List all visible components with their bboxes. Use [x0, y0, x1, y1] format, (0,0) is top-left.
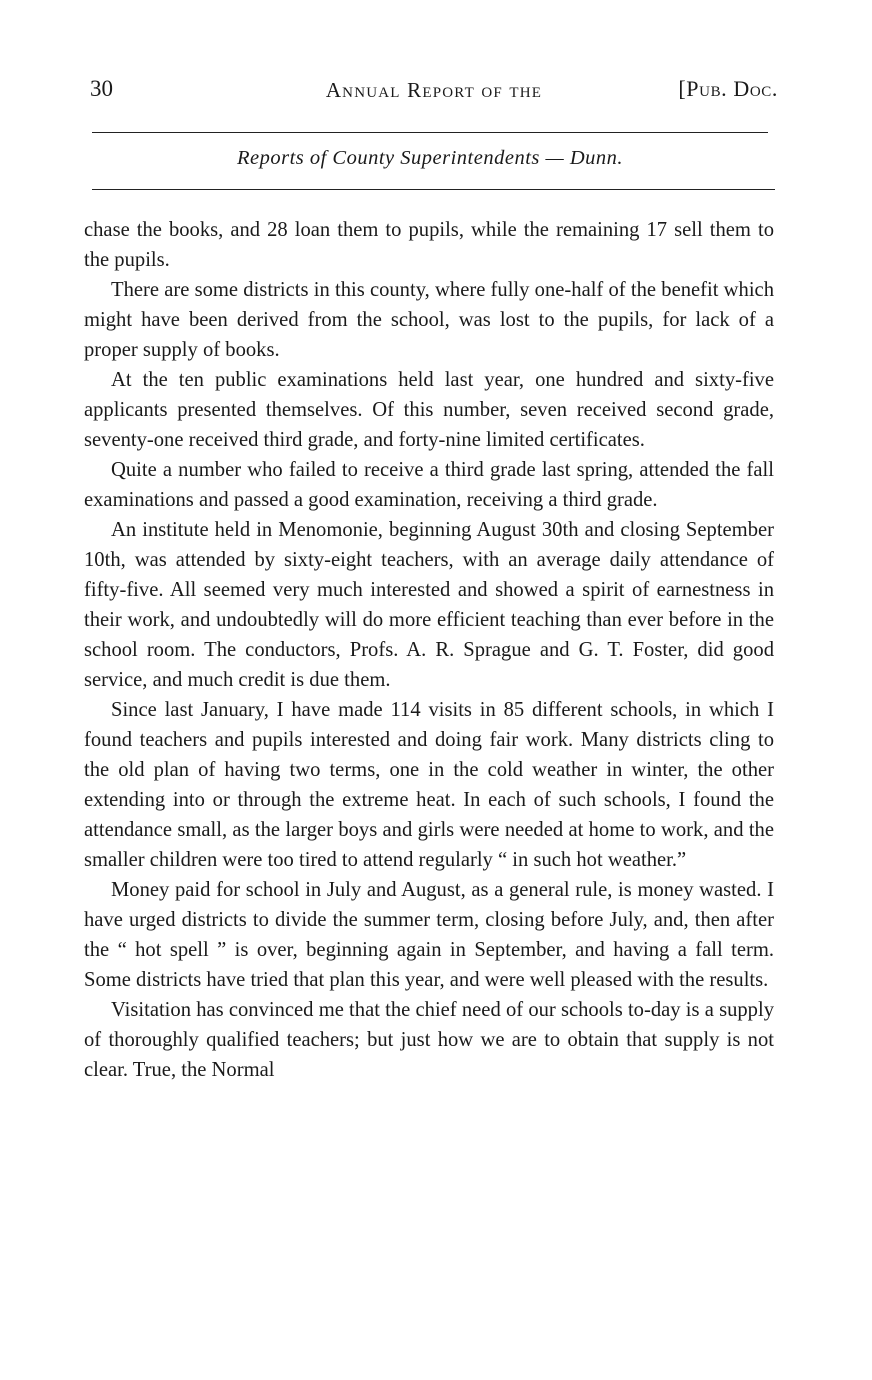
body-text	[84, 215, 774, 1085]
running-title: Annual Report of the	[325, 78, 543, 102]
section-subtitle: Reports of County Superintendents — Dunn.	[236, 147, 624, 169]
header-rule-top	[92, 132, 768, 133]
paragraph-continued: chase the books, and 28 loan them to pupils, while the remaining 17 sell them to the pupils.	[84, 219, 774, 271]
paragraph: At the ten public examinations held last year, one hundred and sixty-five applicants presented themselves. Of this number, seven received second grade, seventy-one received third grade, and forty-nine limited certificates.	[84, 369, 774, 451]
page-number: 30	[90, 76, 113, 101]
header-rule-bottom	[92, 189, 775, 190]
page-header	[88, 70, 780, 110]
paragraph: Money paid for school in July and August, as a general rule, is money wasted. I have urged districts to divide the summer term, closing before July, and, then after the “ hot spell ” is over, beginning again in September, and having a fall term. Some districts have tried that plan this year, and were well pleased with the results.	[84, 879, 774, 991]
document-label: [Pub. Doc.	[678, 76, 778, 101]
paragraph: An institute held in Menomonie, beginning August 30th and closing September 10th, was attended by sixty-eight teachers, with an average daily attendance of fifty-five. All seemed very much interested and showed a spirit of earnestness in their work, and undoubtedly will do more efficient teaching than ever before in the school room. The conductors, Profs. A. R. Sprague and G. T. Foster, did good service, and much credit is due them.	[84, 519, 774, 691]
paragraph: Visitation has convinced me that the chief need of our schools to-day is a supply of thoroughly qualified teachers; but just how we are to obtain that supply is not clear. True, the Normal	[84, 999, 774, 1081]
paragraph: Quite a number who failed to receive a third grade last spring, attended the fall examinations and passed a good examination, receiving a third grade.	[84, 459, 774, 511]
paragraph: There are some districts in this county, where fully one-half of the benefit which might have been derived from the school, was lost to the pupils, for lack of a proper supply of books.	[84, 279, 774, 361]
paragraph: Since last January, I have made 114 visits in 85 different schools, in which I found teachers and pupils interested and doing fair work. Many districts cling to the old plan of having two terms, one in the cold weather in winter, the other extending into or through the extreme heat. In each of such schools, I found the attendance small, as the larger boys and girls were needed at home to work, and the smaller children were too tired to attend regularly “ in such hot weather.”	[84, 699, 774, 871]
